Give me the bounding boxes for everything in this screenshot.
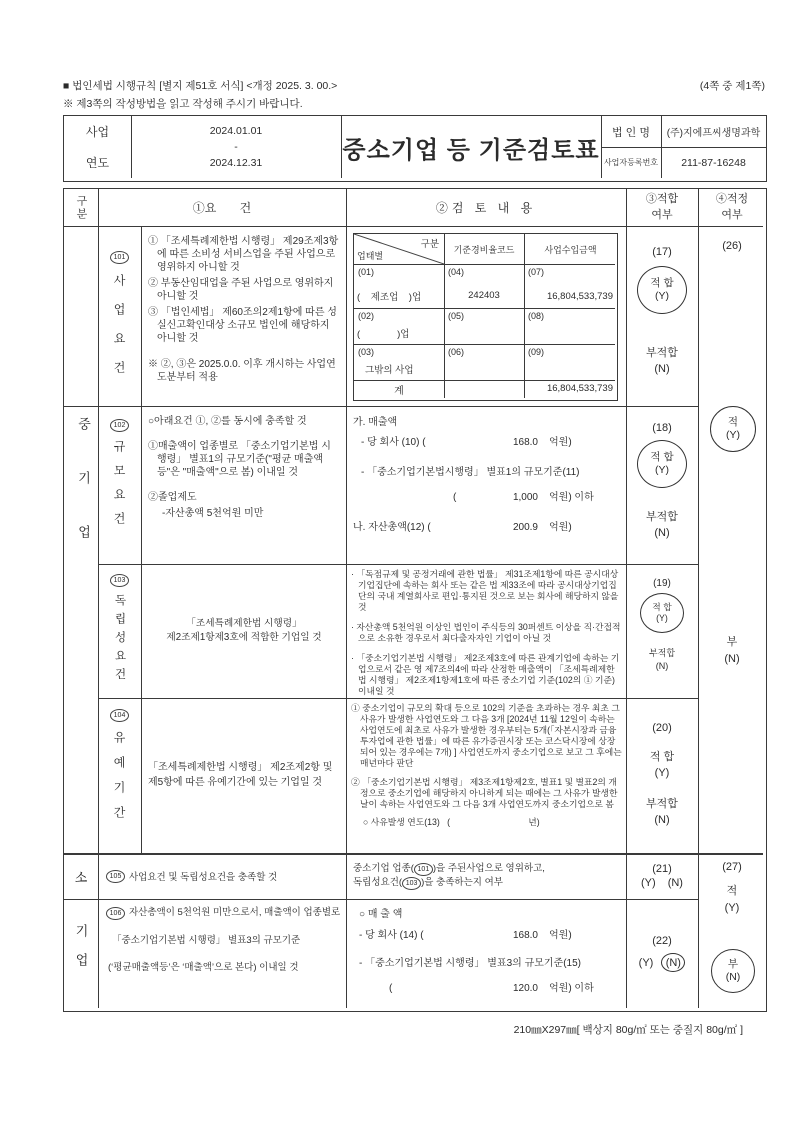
independence-line: 독립성요건( 103 )을 충족하는지 여부: [353, 877, 503, 888]
biz-row1-amount: (07) 16,804,533,739: [528, 267, 613, 302]
section-105-requirement: 105 사업요건 및 독립성요건을 충족할 것: [98, 853, 346, 899]
section-101-label: 101 사업요건: [98, 251, 141, 390]
business-type-table: [353, 233, 618, 401]
company-sales-value: 168.0: [512, 930, 538, 941]
scale-standard-value: 1,000: [512, 492, 538, 503]
group-label-small-enterprise-bottom: 기업: [73, 924, 89, 982]
section-103-review: · 「독점규제 및 공정거래에 관한 법률」 제31조제1항에 따른 공시대상기업집단에 속하는 회사 또는 같은 법 제33조에 따라 공시대상기업집단의 국내 계열회사로 편입·통지된 것으로 보는 회사에 해당하지 않을 것 · 자산총액 5천억원 이상인 법인이 주식등의 30퍼센트 이상을 직·간접적으로 소유한 경우로서 최다출자자인 기업이 아닐 것 · 「중소기업기본법 시행령」 제2조제3호에 따른 관계기업에 속하는 기업으로서 같은 영 제7조의4에 따라 산정한 매출액이 「조세특례제한법 시행령」 제2조제1항제1호에 따른 중소기업 기준(102의 ① 기준) 이내일 것: [351, 569, 621, 696]
req-106-line3: (‘평균매출액등’은 ‘매출액’으로 본다) 이내일 것: [108, 962, 299, 974]
divider: [346, 189, 347, 1008]
biz-row1-code: (04) 242403: [444, 264, 524, 308]
col-header-proper: ④적정 여부: [715, 193, 749, 221]
check-20-fail: 부적합 (N): [646, 797, 678, 826]
ref-103-number: 103: [402, 877, 421, 890]
business-year-label: 사업 연도: [85, 125, 110, 170]
section-102-review: [353, 413, 619, 534]
check-17-fail: 부적합 (N): [646, 347, 678, 375]
divider: [64, 899, 698, 900]
biz-total-amount: 16,804,533,739: [546, 383, 613, 394]
fill-instruction: ※ 제3쪽의 작성방법을 읽고 작성해 주시기 바랍니다.: [63, 98, 303, 110]
corner-header-cell: 구분 업태별: [354, 234, 444, 264]
section-101-number: 101: [110, 251, 129, 264]
section-105-review: [353, 853, 619, 899]
req-106-line1: 106 자산총액이 5천억원 미만으로서, 매출액이 업종별로: [98, 907, 346, 920]
biz-row1-amount-value: 16,804,533,739: [546, 291, 613, 302]
page-indicator: (4쪽 중 제1쪽): [699, 80, 765, 92]
col-header-gubun: 구분: [75, 194, 87, 221]
section-104-review: ① 중소기업이 규모의 확대 등으로 102의 기준을 초과하는 경우 최초 그 사유가 발생한 사업연도와 그 다음 3개 [2024년 11월 12일이 속하는 사업연도에 최초로 사유가 발생한 경우부터는 5개(「자본시장과 금융투자업에 관한 법률」에 따른 유가증권시장 또는 코스닥시장에 상장되어 있는 경우에는 7개) ] 사업연도까지 중소기업으로 보고 그 후에는 매년마다 판단 ② 「중소기업기본법 시행령」 제3조제1항제2호, 별표1 및 별표2의 개정으로 중소기업에 해당하지 아니하게 되는 때에는 그 사유가 발생한 날이 속하는 사업연도와 그 다음 3개 사업연도까지 중소기업으로 봄 ○ 사유발생 연도(13) ( 년): [351, 703, 622, 827]
proper-26-pass-circled: 적 (Y): [710, 406, 756, 452]
ref-101-number: 101: [414, 863, 433, 876]
period-start: 2024.01.01: [209, 124, 263, 137]
section-106-requirement: [98, 907, 346, 975]
biz-regno-value: 211-87-16248: [681, 156, 746, 169]
section-104-number: 104: [110, 709, 129, 722]
divider: [64, 406, 698, 407]
small-scale-value-line: ( 120.0 억원) 이하: [389, 983, 594, 994]
form-header-table: [63, 115, 767, 182]
check-22-number: (22): [652, 935, 672, 947]
proper-27-fail-circled: 부 (N): [711, 949, 755, 993]
group-label-small-enterprise-top: 소: [74, 869, 88, 885]
proper-27: [698, 855, 766, 1008]
check-18: [626, 406, 698, 564]
company-revenue-line: - 당 회사 (10) ( 168.0 억원): [361, 437, 572, 448]
check-18-pass-circled: 적 합 (Y): [637, 440, 687, 488]
check-19: [626, 564, 698, 698]
check-22-options: (Y) (N): [639, 953, 686, 972]
biz-row1-type: (01) ( 제조업 )업: [357, 267, 422, 303]
col-header-review: ②검 토 내 용: [435, 201, 537, 215]
section-104-label: 104 유예기간: [98, 709, 141, 831]
check-19-fail: 부적합 (N): [648, 648, 676, 671]
biz-row2-type: (02) ( )업: [357, 311, 410, 340]
company-revenue-value: 168.0: [512, 437, 538, 448]
biz-row3-type: (03) 그밖의 사업: [358, 347, 414, 376]
check-18-fail: 부적합 (N): [646, 511, 678, 539]
corp-name-label: 법 인 명: [612, 126, 650, 139]
col-amount-header: 사업수입금액: [544, 244, 597, 255]
check-17: [626, 226, 698, 406]
revenue-title: 가. 매출액: [353, 417, 398, 428]
divider: [141, 226, 142, 853]
sales-title: ○ 매 출 액: [359, 909, 403, 920]
check-21: [626, 853, 698, 899]
section-104-requirements: 「조세특례제한법 시행령」 제2조제2항 및 제5항에 따른 유예기간에 있는 기업일 것: [148, 762, 333, 788]
section-103-requirements: 「조세특례제한법 시행령」 제2조제1항제3호에 적합한 기업일 것: [166, 618, 322, 643]
biz-total-label: 계: [394, 385, 404, 397]
req-106-line2: 「중소기업기본법 시행령」 별표3의 규모기준: [112, 935, 301, 946]
col-header-fit: ③적합 여부: [645, 193, 679, 221]
section-101-requirements: ① 「조세특례제한법 시행령」 제29조제3항에 따른 소비성 서비스업을 주된 사업으로 영위하지 아니할 것 ② 부동산임대업을 주된 사업으로 영위하지 아니할 것 ③ 「법인세법」 제60조의2제1항에 따른 성실신고확인대상 소규모 법인에 해당하지 아니할 것 ※ ②, ③은 2025.0.0. 이후 개시하는 사업연도분부터 적용: [148, 236, 339, 383]
period-end: 2024.12.31: [209, 157, 263, 170]
col-header-requirement: ①요 건: [192, 201, 252, 215]
biz-row3-amount: (09): [528, 347, 545, 357]
proper-26-fail: 부 (N): [724, 636, 740, 665]
form-reference: ■ 법인세법 시행규칙 [별지 제51호 서식] <개정 2025. 3. 00.>: [63, 80, 338, 92]
paper-spec: 210㎜X297㎜[ 백상지 80g/㎡ 또는 중질지 80g/㎡ ]: [513, 1024, 743, 1036]
section-106-review: [353, 905, 619, 995]
section-106-number: 106: [106, 907, 125, 920]
check-17-pass-circled: 적 합 (Y): [637, 266, 687, 314]
check-20: [626, 698, 698, 853]
check-21-options: (Y) (N): [641, 877, 683, 889]
check-19-pass-circled: 적 합 (Y): [640, 593, 684, 633]
section-105-number: 105: [106, 870, 125, 883]
company-sales-line: - 당 회사 (14) ( 168.0 억원): [359, 930, 572, 941]
section-103-label: 103 독립성요건: [98, 574, 141, 687]
corp-name-value: (주)지에프씨생명과학: [666, 128, 761, 139]
small-scale-standard-line: - 「중소기업기본법 시행령」 별표3의 규모기준(15): [359, 958, 582, 969]
biz-row2-code: (05): [448, 311, 465, 321]
review-table: [63, 188, 767, 1012]
check-22-no-circled: (N): [661, 953, 685, 972]
scale-standard-value-line: ( 1,000 억원) 이하: [453, 492, 594, 503]
form-title: 중소기업 등 기준검토표: [342, 136, 600, 164]
check-20-number: (20): [652, 722, 672, 734]
business-year-period: [131, 116, 341, 178]
check-19-number: (19): [653, 578, 671, 589]
section-102-requirements: ○아래요건 ①, ②를 동시에 충족할 것 ①매출액이 업종별로 「중소기업기본법 시행령」 별표1의 규모기준("평균 매출액등"은 "매출액"으로 봄) 이내일 것 ②졸업제도 -자산총액 5천억원 미만: [148, 416, 331, 519]
check-20-pass: 적 합 (Y): [649, 750, 675, 779]
biz-row1-name: ( 제조업 )업: [357, 292, 422, 303]
main-business-line: 중소기업 업종( 101 )을 주된사업으로 영위하고,: [353, 862, 545, 874]
biz-row1-code-value: 242403: [468, 290, 500, 301]
biz-regno-label: 사업자등록번호: [603, 158, 659, 167]
period-dash: -: [234, 140, 238, 153]
group-label-medium-enterprise: 중기업: [76, 417, 91, 579]
check-18-number: (18): [652, 422, 672, 434]
biz-row3-code: (06): [448, 347, 465, 357]
small-scale-value: 120.0: [512, 983, 538, 994]
total-assets-line: 나. 자산총액(12) ( 200.9 억원): [353, 522, 572, 533]
col-code-header: 기준경비율코드: [453, 244, 515, 255]
proper-27-number: (27): [722, 861, 742, 873]
section-103-number: 103: [110, 574, 129, 587]
scale-standard-line: - 「중소기업기본법시행령」 별표1의 규모기준(11): [361, 467, 580, 478]
proper-26-number: (26): [722, 240, 742, 252]
check-21-number: (21): [652, 863, 672, 875]
proper-27-pass: 적 (Y): [724, 885, 740, 914]
section-102-number: 102: [110, 419, 129, 432]
section-102-label: 102 규모요건: [98, 419, 141, 536]
total-assets-value: 200.9: [512, 522, 538, 533]
check-22: [626, 899, 698, 1008]
proper-26: [698, 226, 766, 853]
check-17-number: (17): [652, 246, 672, 258]
cause-year-line: ○ 사유발생 연도(13) ( 년): [363, 816, 540, 827]
biz-row2-amount: (08): [528, 311, 545, 321]
